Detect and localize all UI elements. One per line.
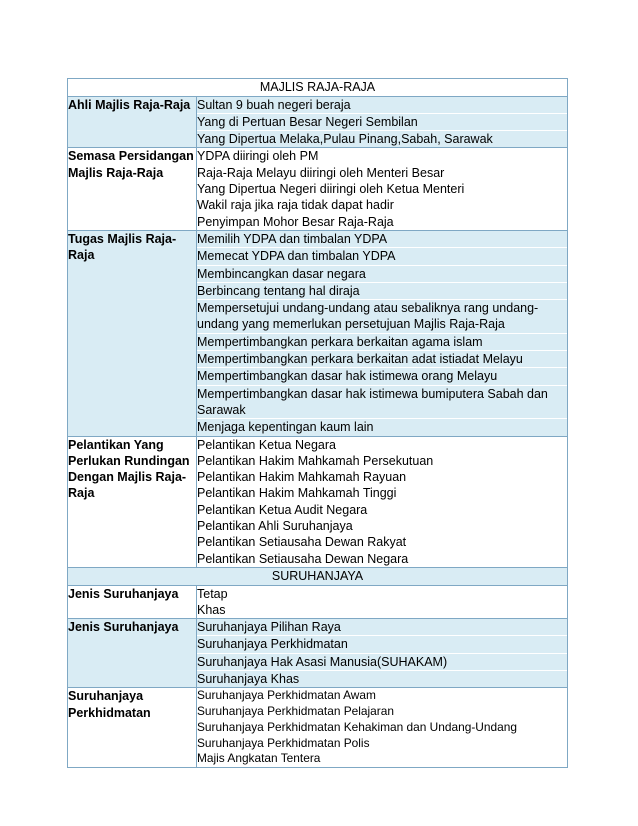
list-item: Mempertimbangkan perkara berkaitan agama islam bbox=[197, 334, 567, 351]
list-item: Pelantikan Ketua Audit Negara bbox=[197, 502, 368, 517]
list-item: Membincangkan dasar negara bbox=[197, 266, 567, 283]
list-item: Suruhanjaya Perkhidmatan Awam bbox=[197, 688, 376, 703]
list-item: Suruhanjaya Perkhidmatan Pelajaran bbox=[197, 704, 394, 719]
section-header-row bbox=[68, 567, 568, 585]
list-item: Berbincang tentang hal diraja bbox=[197, 283, 567, 300]
row-items bbox=[197, 688, 568, 768]
list-item: Pelantikan Hakim Mahkamah Tinggi bbox=[197, 486, 397, 501]
row-items bbox=[197, 230, 568, 436]
table-row bbox=[68, 688, 568, 768]
row-label: Jenis Suruhanjaya bbox=[68, 619, 197, 688]
table-row bbox=[68, 148, 568, 230]
list-item: Mempersetujui undang-undang atau sebaliknya rang undang-undang yang memerlukan persetujuan Majlis Raja-Raja bbox=[197, 300, 567, 334]
list-item: Pelantikan Hakim Mahkamah Persekutuan bbox=[197, 453, 434, 468]
list-item: Menjaga kepentingan kaum lain bbox=[197, 419, 567, 435]
list-item: Yang Dipertua Negeri diiringi oleh Ketua Menteri bbox=[197, 182, 465, 197]
list-item: YDPA diiringi oleh PM bbox=[197, 149, 319, 164]
list-item: Mempertimbangkan dasar hak istimewa orang Melayu bbox=[197, 368, 567, 385]
list-item: Yang di Pertuan Besar Negeri Sembilan bbox=[197, 114, 567, 131]
list-item: Mempertimbangkan perkara berkaitan adat istiadat Melayu bbox=[197, 351, 567, 368]
table-row bbox=[68, 96, 568, 148]
row-label: Ahli Majlis Raja-Raja bbox=[68, 96, 197, 148]
section-header: MAJLIS RAJA-RAJA bbox=[68, 79, 568, 97]
list-item: Pelantikan Ketua Negara bbox=[197, 437, 336, 452]
table-row bbox=[68, 230, 568, 436]
summary-table bbox=[67, 78, 568, 768]
list-item: Penyimpan Mohor Besar Raja-Raja bbox=[197, 214, 394, 229]
list-item: Pelantikan Setiausaha Dewan Rakyat bbox=[197, 535, 407, 550]
row-items bbox=[197, 96, 568, 148]
list-item: Raja-Raja Melayu diiringi oleh Menteri Besar bbox=[197, 165, 445, 180]
row-items bbox=[197, 585, 568, 619]
list-item: Suruhanjaya Perkhidmatan bbox=[197, 636, 567, 653]
section-header-row bbox=[68, 79, 568, 97]
list-item: Suruhanjaya Khas bbox=[197, 671, 567, 687]
list-item: Pelantikan Hakim Mahkamah Rayuan bbox=[197, 470, 407, 485]
row-items bbox=[197, 148, 568, 230]
row-label: Tugas Majlis Raja-Raja bbox=[68, 230, 197, 436]
list-item: Suruhanjaya Perkhidmatan Kehakiman dan Undang-Undang bbox=[197, 719, 517, 734]
list-item: Suruhanjaya Perkhidmatan Polis bbox=[197, 735, 370, 750]
table-row bbox=[68, 436, 568, 567]
list-item: Sultan 9 buah negeri beraja bbox=[197, 97, 567, 114]
list-item: Khas bbox=[197, 602, 226, 617]
list-item: Mempertimbangkan dasar hak istimewa bumiputera Sabah dan Sarawak bbox=[197, 386, 567, 420]
row-label: Semasa Persidangan Majlis Raja-Raja bbox=[68, 148, 197, 230]
section-header: SURUHANJAYA bbox=[68, 567, 568, 585]
list-item: Memecat YDPA dan timbalan YDPA bbox=[197, 248, 567, 265]
list-item: Yang Dipertua Melaka,Pulau Pinang,Sabah, Sarawak bbox=[197, 131, 567, 147]
list-item: Tetap bbox=[197, 586, 228, 601]
list-item: Wakil raja jika raja tidak dapat hadir bbox=[197, 198, 394, 213]
table-row bbox=[68, 619, 568, 688]
list-item: Pelantikan Setiausaha Dewan Negara bbox=[197, 551, 409, 566]
row-label: Suruhanjaya Perkhidmatan bbox=[68, 688, 197, 768]
row-label: Jenis Suruhanjaya bbox=[68, 585, 197, 619]
list-item: Suruhanjaya Pilihan Raya bbox=[197, 619, 567, 636]
row-items bbox=[197, 436, 568, 567]
row-items bbox=[197, 619, 568, 688]
list-item: Majis Angkatan Tentera bbox=[197, 751, 321, 766]
list-item: Memilih YDPA dan timbalan YDPA bbox=[197, 231, 567, 248]
row-label: Pelantikan Yang Perlukan Rundingan Dengan Majlis Raja-Raja bbox=[68, 436, 197, 567]
list-item: Suruhanjaya Hak Asasi Manusia(SUHAKAM) bbox=[197, 654, 567, 671]
table-row bbox=[68, 585, 568, 619]
list-item: Pelantikan Ahli Suruhanjaya bbox=[197, 519, 353, 534]
